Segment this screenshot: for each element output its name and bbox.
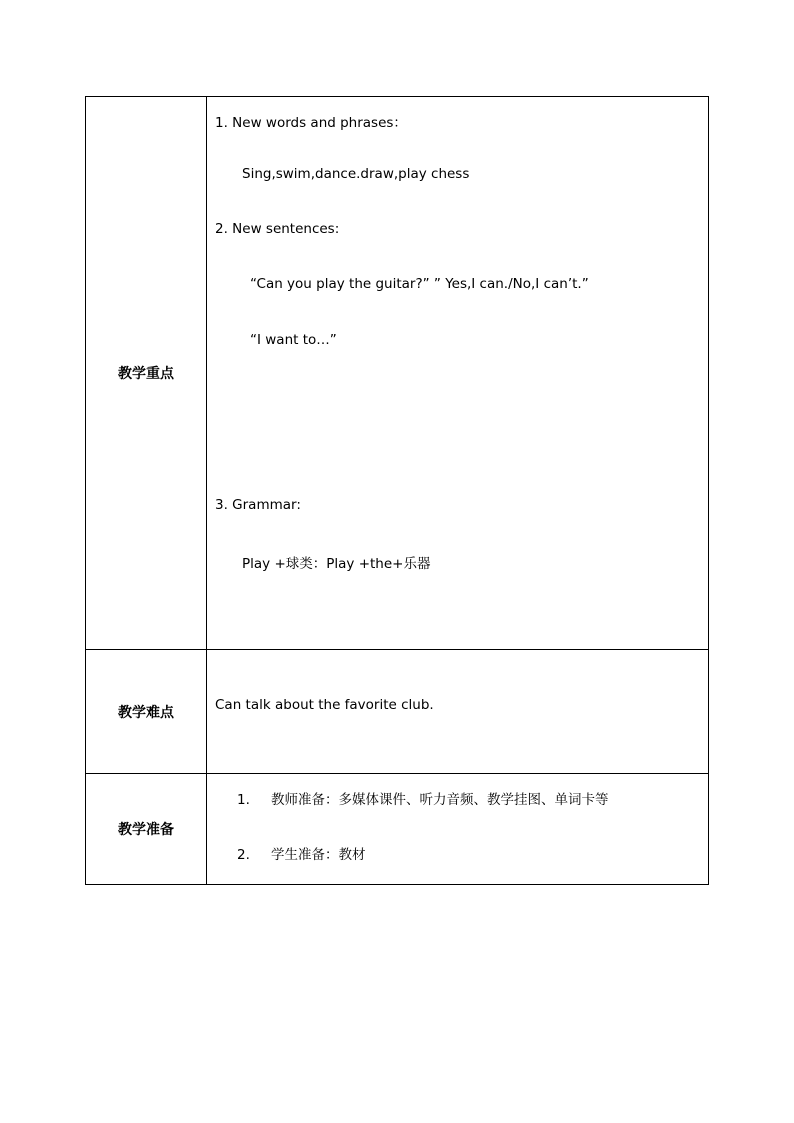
difficulty-row	[86, 650, 709, 774]
difficulty-label: 教学难点	[86, 650, 207, 774]
preparation-item-number: 1.	[237, 792, 250, 808]
preparation-row	[86, 774, 709, 885]
difficulty-text: Can talk about the favorite club.	[215, 697, 434, 713]
new-words-heading: 1. New words and phrases：	[215, 115, 407, 131]
sentence-1: “Can you play the guitar?” ” Yes,I can./No,I can’t.”	[250, 276, 589, 292]
lesson-plan-table	[85, 96, 709, 885]
preparation-item	[237, 843, 366, 863]
preparation-item-text: 教师准备：多媒体课件、听力音频、教学挂图、单词卡等	[271, 792, 609, 808]
new-sentences-heading: 2. New sentences:	[215, 221, 340, 237]
grammar-heading: 3. Grammar:	[215, 497, 301, 513]
difficulty-content	[207, 650, 709, 774]
sentence-2: “I want to…”	[250, 332, 337, 348]
preparation-item	[237, 788, 609, 808]
focus-content	[207, 97, 709, 650]
preparation-content	[207, 774, 709, 885]
preparation-item-number: 2.	[237, 847, 250, 863]
focus-row	[86, 97, 709, 650]
preparation-label: 教学准备	[86, 774, 207, 885]
new-words-list: Sing,swim,dance.draw,play chess	[242, 166, 470, 182]
grammar-rule: Play +球类：Play +the+乐器	[242, 556, 431, 572]
focus-label: 教学重点	[86, 97, 207, 650]
preparation-item-text: 学生准备：教材	[271, 847, 366, 863]
